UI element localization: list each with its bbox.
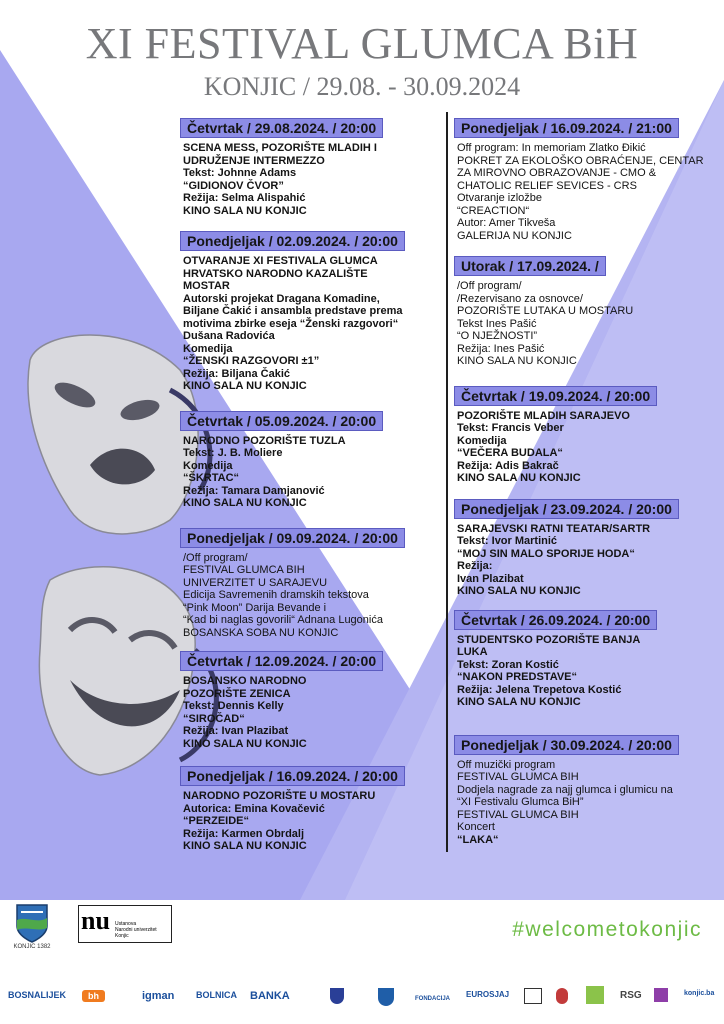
event-line: “SIROČAD“ [183,712,245,725]
schedule-event [454,499,719,598]
sponsor-eurosjaj: EUROSJAJ [466,990,510,999]
event-date: Četvrtak / 29.08.2024. / 20:00 [180,118,383,138]
event-date: Četvrtak / 19.09.2024. / 20:00 [454,386,657,406]
event-line: Komedija [457,434,507,447]
event-line: “ŽENSKI RAZGOVORI ±1” [183,355,320,367]
schedule-event [454,256,719,368]
event-line: Tekst: Johnne Adams [183,167,297,179]
schedule-event [454,118,719,242]
event-line: “GIDIONOV ČVOR” [183,179,284,192]
sponsor-rsg: RSG [620,990,642,1001]
festival-title: XI FESTIVAL GLUMCA BiH [85,19,639,68]
event-line: KINO SALA NU KONJIC [457,585,581,597]
event-line: FESTIVAL GLUMCA BIH [183,564,305,576]
schedule-event [180,411,445,510]
event-line: KINO SALA NU KONJIC [183,840,307,852]
event-line: STUDENTSKO POZORIŠTE BANJA [457,633,641,646]
event-line: Tekst: Dennis Kelly [183,700,284,712]
sponsor-icon-3 [586,986,604,1004]
event-line: FESTIVAL GLUMCA BIH [457,808,579,821]
event-line: FESTIVAL GLUMCA BIH [457,771,579,783]
event-line: KINO SALA NU KONJIC [457,355,577,367]
sponsor-bolnica: BOLNICA [196,990,237,1000]
event-line: Edicija Savremenih dramskih tekstova [183,589,369,601]
event-date: Ponedjeljak / 16.09.2024. / 21:00 [454,118,679,138]
nu-logo-line1: Ustanova [115,921,137,927]
event-line: Režija: Ivan Plazibat [183,725,289,737]
event-date: Četvrtak / 05.09.2024. / 20:00 [180,411,383,431]
event-line: KINO SALA NU KONJIC [183,497,307,509]
event-line: Režija: [457,560,493,572]
shield-icon [378,988,394,1006]
event-line: UDRUŽENJE INTERMEZZO [183,154,325,167]
event-line: “NAKON PREDSTAVE“ [457,671,577,683]
event-line: Autor: Amer Tikveša [457,217,556,229]
event-line: SARAJEVSKI RATNI TEATAR/SARTR [457,522,651,535]
event-line: Autorica: Emina Kovačević [183,802,325,815]
event-line: Komedija [183,459,233,472]
event-line: Off muzički program [457,758,556,771]
sponsor-fondacija: FONDACIJA [415,996,451,1002]
nu-logo-glyph: nu [81,906,110,935]
schedule-event [180,231,445,393]
sponsor-bh: bh [82,990,105,1002]
event-line: “O NJEŽNOSTI” [457,330,538,342]
event-details [180,251,445,393]
event-line: HRVATSKO NARODNO KAZALIŠTE [183,267,368,280]
event-details [180,671,445,750]
event-line: KINO SALA NU KONJIC [457,696,581,708]
sponsor-icon-1 [524,988,542,1004]
event-line: Režija: Ines Pašić [457,342,545,355]
event-line: Autorski projekat Dragana Komadine, [183,292,380,305]
event-details [454,755,719,847]
event-line: Tekst: J. B. Moliere [183,447,283,459]
schedule-event [180,118,445,217]
sponsor-konjic-ba: konjic.ba [684,990,715,997]
event-line: Tekst Ines Pašić [457,317,537,330]
event-line: Dodjela nagrade za najj glumca i glumicu na [457,783,673,796]
event-line: Koncert [457,821,495,833]
event-line: “LAKA“ [457,833,499,846]
event-line: BOSANSKA SOBA NU KONJIC [183,626,339,639]
event-details [180,431,445,510]
event-line: Režija: Biljana Čakić [183,367,290,380]
sponsor-icon-2 [556,988,568,1004]
event-line: “MOJ SIN MALO SPORIJE HODA“ [457,547,635,560]
event-line: NARODNO POZORIŠTE U MOSTARU [183,790,376,802]
event-date: Utorak / 17.09.2024. / [454,256,606,276]
event-line: “PERZEIDE“ [183,815,250,827]
event-line: Off program: In memoriam Zlatko Đikić [457,142,646,154]
event-line: “Kad bi naglas govorili“ Adnana Lugonića [183,614,383,626]
event-line: motivima zbirke eseja “Ženski razgovori“ [183,317,399,330]
event-line: /Rezervisano za osnovce/ [457,292,583,305]
event-line: OTVARANJE XI FESTIVALA GLUMCA [183,255,378,267]
schedule-event [180,651,445,750]
event-details [454,138,719,242]
event-line: BOSANSKO NARODNO [183,675,307,687]
event-line: “ŠKRTAC“ [183,472,240,484]
event-line: Ivan Plazibat [457,572,524,585]
right-schedule-column [454,118,719,846]
event-line: Tekst: Ivor Martinić [457,535,558,547]
event-line: POZORIŠTE MLADIH SARAJEVO [457,409,630,422]
event-line: /Off program/ [457,280,522,292]
event-date: Četvrtak / 26.09.2024. / 20:00 [454,610,657,630]
event-line: KINO SALA NU KONJIC [183,204,307,217]
event-line: Biljane Čakić i ansambla predstave prema [183,305,403,317]
event-date: Ponedjeljak / 16.09.2024. / 20:00 [180,766,405,786]
event-line: POKRET ZA EKOLOŠKO OBRAĆENJE, CENTAR [457,154,704,167]
column-divider [446,112,448,852]
event-line: /Off program/ [183,551,248,564]
sponsor-bosnalijek: BOSNALIJEK [8,990,67,1000]
left-schedule-column [180,118,445,853]
event-line: Režija: Tamara Damjanović [183,484,325,497]
event-date: Ponedjeljak / 30.09.2024. / 20:00 [454,735,679,755]
event-line: Tekst: Zoran Kostić [457,658,559,671]
event-line: Režija: Adis Bakrač [457,459,559,472]
event-line: POZORIŠTE LUTAKA U MOSTARU [457,305,634,317]
event-details [180,138,445,217]
event-line: “CREACTION“ [457,204,530,217]
event-line: GALERIJA NU KONJIC [457,229,572,242]
event-line: SCENA MESS, POZORIŠTE MLADIH I [183,142,377,154]
event-line: Režija: Selma Alispahić [183,192,306,204]
schedule-event [454,610,719,709]
event-line: CHATOLIC RELIEF SEVICES - CRS [457,179,637,192]
event-line: UNIVERZITET U SARAJEVU [183,576,328,589]
event-details [180,548,445,640]
event-line: Tekst: Francis Veber [457,422,564,434]
event-line: NARODNO POZORIŠTE TUZLA [183,434,346,447]
event-details [454,406,719,485]
event-line: KINO SALA NU KONJIC [183,737,307,750]
sponsor-banka: BANKA [250,990,290,1002]
event-date: Ponedjeljak / 09.09.2024. / 20:00 [180,528,405,548]
event-line: Dušana Radovića [183,330,275,342]
sponsor-igman: igman [142,990,175,1002]
nu-logo-line3: Konjic [115,933,129,939]
event-line: Otvaranje izložbe [457,192,542,204]
schedule-event [454,386,719,485]
konjic-logo-text: KONJIC 1382 [13,944,51,950]
schedule-event [180,766,445,853]
event-details [454,519,719,598]
nu-logo-line2: Narodni univerzitet [115,927,157,933]
schedule-event [454,735,719,847]
festival-subtitle: KONJIC / 29.08. - 30.09.2024 [203,72,521,101]
event-line: “VEČERA BUDALA“ [457,447,563,459]
event-line: KINO SALA NU KONJIC [457,472,581,484]
event-line: POZORIŠTE ZENICA [183,687,291,700]
event-details [454,276,719,368]
konjic-coat-of-arms-icon [14,902,50,944]
event-line: MOSTAR [183,280,230,292]
event-line: “Pink Moon” Darija Bevande i [183,601,327,614]
event-line: Režija: Karmen Obrdalj [183,827,305,840]
schedule-event [180,528,445,640]
event-line: LUKA [457,646,488,658]
sponsor-icon-4 [654,988,668,1002]
nu-konjic-logo [78,905,172,943]
hashtag: #welcometokonjic [512,918,702,941]
bih-flag-icon [330,988,344,1004]
event-line: Komedija [183,342,233,355]
event-details [180,786,445,853]
event-date: Četvrtak / 12.09.2024. / 20:00 [180,651,383,671]
event-line: “XI Festivalu Glumca BiH” [457,796,584,808]
sponsor-strip [0,978,724,1024]
event-line: KINO SALA NU KONJIC [183,380,307,392]
event-date: Ponedjeljak / 23.09.2024. / 20:00 [454,499,679,519]
event-date: Ponedjeljak / 02.09.2024. / 20:00 [180,231,405,251]
event-line: ZA MIROVNO OBRAZOVANJE - CMO & [457,167,657,179]
event-details [454,630,719,709]
event-line: Režija: Jelena Trepetova Kostić [457,683,622,696]
